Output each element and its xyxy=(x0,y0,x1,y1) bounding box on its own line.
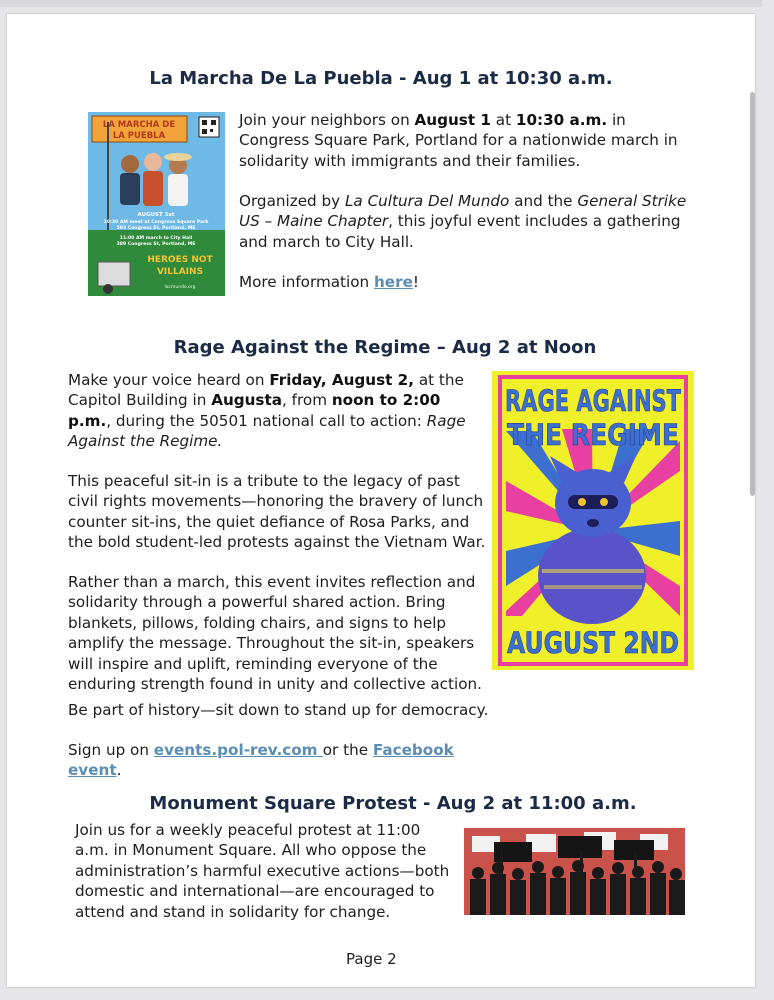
page-number: Page 2 xyxy=(346,950,397,968)
event-1-paragraph-1: Join your neighbors on August 1 at 10:30 a.m. in Congress Square Park, Portland for a nationwide march in solidarity with immigrants and their families. xyxy=(239,111,678,170)
poster1-slogan-1: HEROES NOT xyxy=(147,255,213,265)
poster1-title-1: LA MARCHA DE xyxy=(102,120,176,130)
rage-poster-bottom: AUGUST 2ND xyxy=(507,626,679,660)
rage-poster-line-1: RAGE AGAINST xyxy=(505,384,682,418)
event-2-paragraph-5: Sign up on events.pol-rev.com or the Facebook event. xyxy=(68,741,454,780)
rage-poster-line-2: THE REGIME xyxy=(507,418,679,452)
event-2-paragraph-1: Make your voice heard on Friday, August 2, at the Capitol Building in Augusta, from noon to 2:00 p.m., during the 50501 national call to action: Rage Against the Regime. xyxy=(68,371,466,451)
event-2-heading: Rage Against the Regime – Aug 2 at Noon xyxy=(173,337,597,358)
more-info-link[interactable]: here xyxy=(373,273,413,291)
event-2-paragraph-2: This peaceful sit-in is a tribute to the legacy of past civil rights movements—honoring the bravery of lunch counter sit-ins, the quiet defiance of Rosa Parks, and the bold student-led protests against the Vietnam War. xyxy=(68,472,486,552)
scrollbar-thumb[interactable] xyxy=(750,92,755,496)
poster1-date: AUGUST 1st xyxy=(137,212,175,218)
events-pol-rev-link[interactable]: events.pol-rev.com xyxy=(153,741,323,759)
poster1-line1: 10:30 AM meet at Congress Square Park xyxy=(103,220,209,225)
event-2-paragraph-4: Be part of history—sit down to stand up for democracy. xyxy=(68,701,489,719)
top-toolbar-strip xyxy=(0,0,762,7)
protest-silhouette-image[interactable] xyxy=(464,828,685,915)
poster1-footer: lacmundo.org xyxy=(164,285,196,290)
poster1-title-2: LA PUEBLA xyxy=(112,131,166,141)
poster1-line2: 593 Congress St, Portland, ME xyxy=(116,226,196,231)
event-1-paragraph-2: Organized by La Cultura Del Mundo and the General Strike US – Maine Chapter, this joyful event includes a gathering and march to City Hall. xyxy=(239,192,687,251)
poster1-slogan-2: VILLAINS xyxy=(156,267,204,277)
event-3-heading: Monument Square Protest - Aug 2 at 11:00 a.m. xyxy=(149,793,637,814)
la-marcha-poster-image[interactable] xyxy=(88,112,225,296)
facebook-event-link[interactable]: Facebook event xyxy=(68,741,454,780)
rage-against-regime-poster-image[interactable] xyxy=(492,371,694,670)
event-3-paragraph-1: Join us for a weekly peaceful protest at 11:00 a.m. in Monument Square. All who oppose the administration’s harmful executive actions—both domestic and international—are encouraged to attend and stand in solidarity for change. xyxy=(75,821,450,921)
poster1-line4: 389 Congress St, Portland, ME xyxy=(116,242,196,247)
event-1-paragraph-3: More information here! xyxy=(239,273,419,291)
poster1-line3: 11:00 AM march to City Hall xyxy=(119,236,193,241)
event-1-heading: La Marcha De La Puebla - Aug 1 at 10:30 a.m. xyxy=(149,68,613,89)
event-2-paragraph-3: Rather than a march, this event invites reflection and solidarity through a powerful shared action. Bring blankets, pillows, folding chairs, and signs to help amplify the message. Throughout the sit-in, speakers will inspire and uplift, reminding everyone of the enduring strength found in unity and collective action. xyxy=(68,573,482,694)
